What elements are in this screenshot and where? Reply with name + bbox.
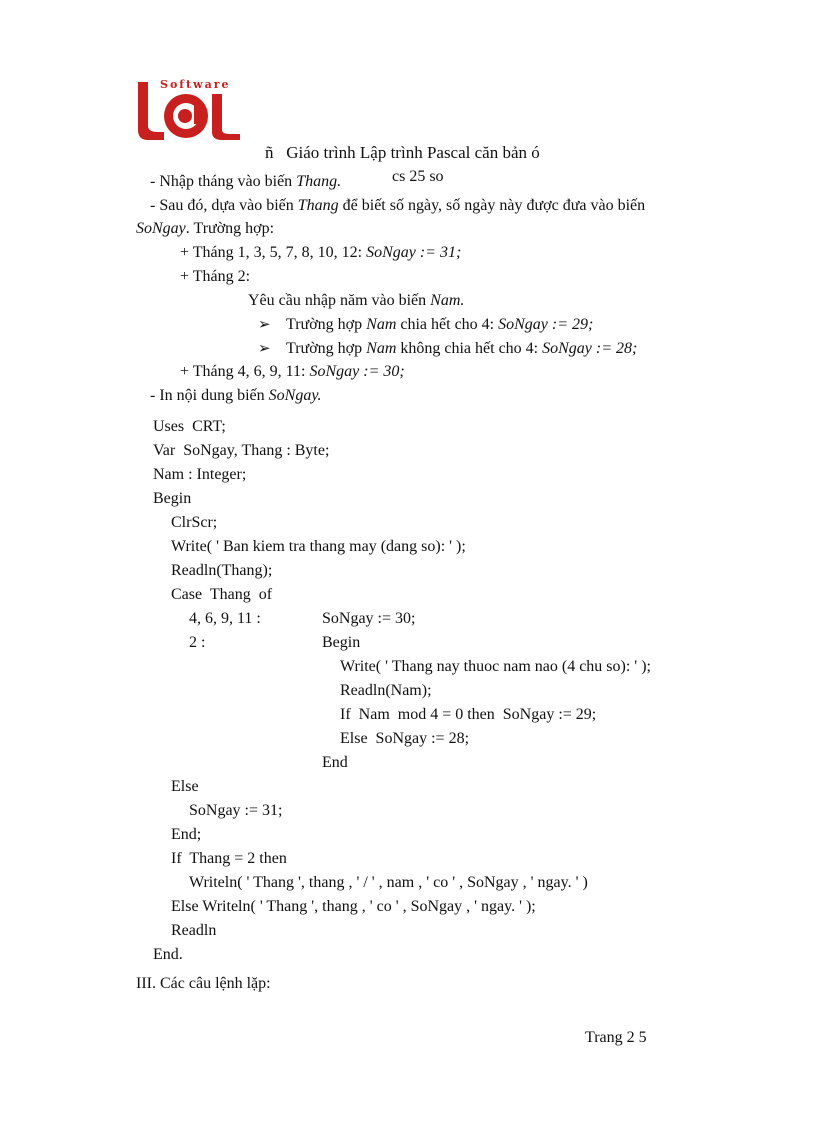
code-line: Uses CRT; [153,418,226,435]
code-line: End; [171,826,202,843]
code-line: SoNgay := 31; [189,802,283,819]
body-line: Yêu cầu nhập năm vào biến Nam. [248,292,465,309]
code-line: Writeln( ' Thang ', thang , ' / ' , nam , ' co ' , SoNgay , ' ngay. ' ) [189,874,588,891]
code-line: 2 : [189,634,206,651]
code-line: ClrScr; [171,514,218,531]
code-line: Readln(Thang); [171,562,273,579]
body-line: - In nội dung biến SoNgay. [150,387,322,404]
body-line: - Nhập tháng vào biến Thang. [150,173,342,190]
page-footer: Trang 2 5 [585,1029,647,1046]
header-prefix: ñ [265,143,274,162]
code-line: Nam : Integer; [153,466,247,483]
code-line: 4, 6, 9, 11 : [189,610,261,627]
body-line: + Tháng 2: [180,268,251,285]
section-heading: III. Các câu lệnh lặp: [136,975,271,992]
body-line: - Sau đó, dựa vào biến Thang để biết số ngày, số ngày này được đưa vào biến [150,197,646,214]
code-line: Else [171,778,199,795]
code-line: End [322,754,348,771]
body-line: Trường hợp Nam không chia hết cho 4: SoNgay := 28; [286,340,638,357]
code-line: If Thang = 2 then [171,850,287,867]
bullet-arrow-icon: ➢ [258,317,271,333]
page-number: 25 [409,168,426,185]
body-line: Trường hợp Nam chia hết cho 4: SoNgay := 29; [286,316,594,333]
logo-wordmark: Software [160,78,231,91]
code-line: Begin [322,634,361,651]
ornament-right-icon: so [429,168,444,185]
software-logo [134,76,242,142]
bullet-arrow-icon: ➢ [258,341,271,357]
code-line: Write( ' Ban kiem tra thang may (dang so): ' ); [171,538,466,555]
code-line: Else Writeln( ' Thang ', thang , ' co ' , SoNgay , ' ngay. ' ); [171,898,536,915]
code-line: SoNgay := 30; [322,610,416,627]
body-line: + Tháng 4, 6, 9, 11: SoNgay := 30; [180,363,405,380]
code-line: Var SoNgay, Thang : Byte; [153,442,330,459]
body-line: + Tháng 1, 3, 5, 7, 8, 10, 12: SoNgay := 31; [180,244,462,261]
code-line: Else SoNgay := 28; [340,730,470,747]
code-line: Readln(Nam); [340,682,432,699]
ornament-left-icon: cs [392,168,406,185]
code-line: If Nam mod 4 = 0 then SoNgay := 29; [340,706,597,723]
body-line: SoNgay. Trường hợp: [136,220,275,237]
code-line: Write( ' Thang nay thuoc nam nao (4 chu so): ' ); [340,658,651,675]
header-title: Giáo trình Lập trình Pascal căn bản [286,143,528,162]
code-line: Begin [153,490,192,507]
header-suffix: ó [531,143,540,162]
code-line: Readln [171,922,217,939]
code-line: End. [153,946,183,963]
code-line: Case Thang of [171,586,273,603]
